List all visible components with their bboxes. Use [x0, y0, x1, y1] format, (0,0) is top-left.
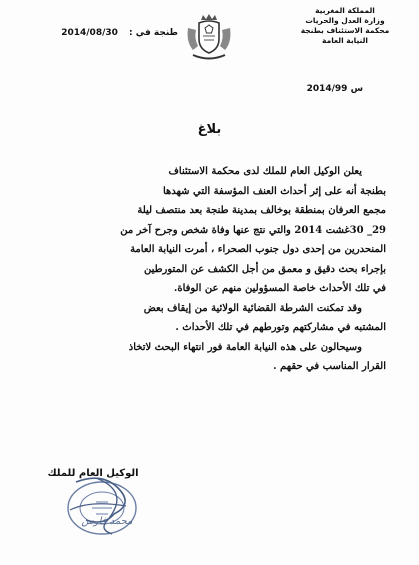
place: طنجة في :	[129, 28, 178, 38]
body-line: بإجراء بحث دقيق و معمق من أجل الكشف عن المتورطين	[143, 263, 386, 275]
date: 2014/08/30	[61, 28, 118, 38]
signatory-name: محمد فارس	[81, 516, 133, 527]
handwritten-signature-icon	[56, 470, 152, 542]
coat-of-arms-icon	[184, 12, 234, 62]
document-title: بلاغ	[197, 122, 222, 137]
body-line: القرار المناسب في حقهم .	[273, 361, 386, 372]
signatory-title: الوكيل العام للملك	[47, 468, 139, 479]
place-date	[58, 28, 178, 38]
letterhead-line: وزارة العدل والحريات	[305, 16, 385, 25]
letterhead-line: محكمة الاستئناف بطنجة	[300, 26, 390, 35]
letterhead-line: النيابة العامة	[322, 36, 368, 45]
body-line: 29_ 30غشت 2014 والتي نتج عنها وفاة شخص وجرح آخر من	[120, 224, 386, 236]
letterhead-line: المملكة المغربية	[315, 6, 375, 15]
letterhead	[285, 6, 405, 46]
body-line: مجمع العرفان بمنطقة بوخالف بمدينة طنجة بعد منتصف ليلة	[137, 205, 386, 216]
body-line: بطنجة أنه على إثر أحداث العنف المؤسفة التي شهدها	[162, 185, 386, 197]
reference-number: س 2014/99	[306, 84, 363, 94]
body-line: المنحدرين من إحدى دول جنوب الصحراء ، أمرت النيابة العامة	[130, 244, 386, 255]
body-line: في تلك الأحداث خاصة المسؤولين منهم عن الوفاة.	[173, 283, 386, 294]
body-line: المشتبه في مشاركتهم وتورطهم في تلك الأحداث .	[175, 322, 386, 333]
body-line: وقد تمكنت الشرطة القضائية الولائية من إيقاف بعض	[143, 302, 362, 314]
body-line: وسيحالون على هذه النيابة العامة فور انتهاء البحث لاتخاذ	[128, 341, 362, 353]
body-line: يعلن الوكيل العام للملك لدى محكمة الاستئناف	[168, 166, 362, 177]
communique-body	[40, 162, 386, 377]
